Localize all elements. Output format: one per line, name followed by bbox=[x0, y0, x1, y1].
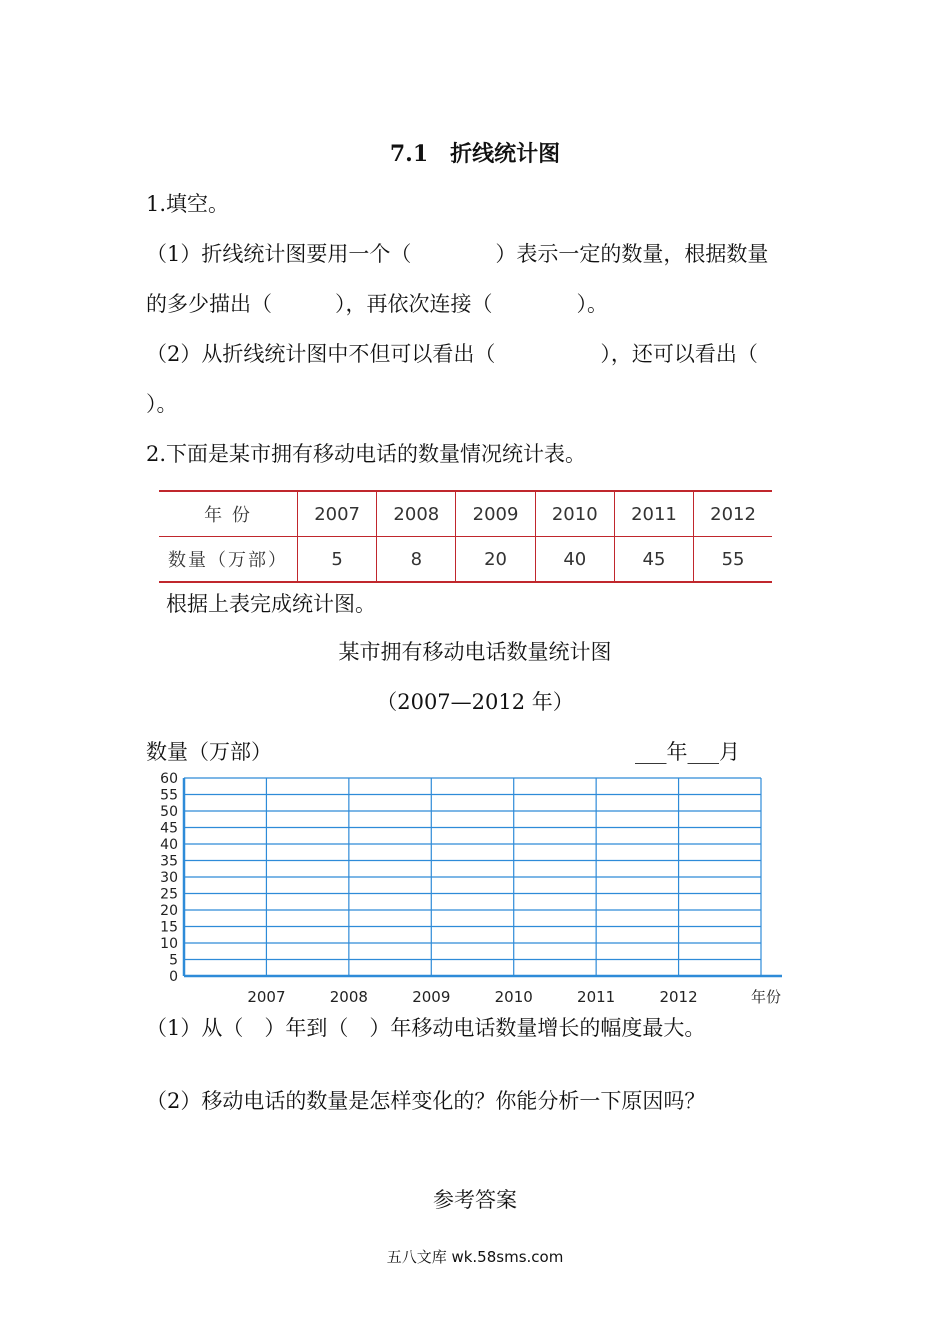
table-year-cell: 2012 bbox=[694, 491, 772, 537]
y-tick-label: 55 bbox=[160, 787, 178, 804]
chart-instruction: 根据上表完成统计图。 bbox=[166, 592, 376, 616]
table-value-cell: 45 bbox=[614, 537, 693, 583]
x-tick-label: 2011 bbox=[577, 988, 616, 1006]
table-year-cell: 2007 bbox=[298, 491, 377, 537]
y-tick-label: 60 bbox=[160, 771, 178, 787]
x-axis-label: 年份 bbox=[750, 988, 782, 1006]
question-1-heading: 1.填空。 bbox=[146, 192, 230, 216]
y-tick-label: 30 bbox=[160, 870, 178, 886]
x-tick-label: 2008 bbox=[329, 988, 368, 1006]
y-tick-label: 0 bbox=[169, 969, 178, 985]
y-tick-label: 50 bbox=[160, 804, 178, 820]
chart-title: 某市拥有移动电话数量统计图 bbox=[338, 640, 612, 664]
footer-watermark: 五八文库 wk.58sms.com bbox=[386, 1248, 564, 1266]
question-1-line-3: （2）从折线统计图中不但可以看出（ ），还可以看出（ bbox=[146, 342, 758, 366]
date-blank: ___年___月 bbox=[635, 740, 740, 764]
table-year-cell: 2011 bbox=[614, 491, 693, 537]
y-tick-label: 40 bbox=[160, 837, 178, 853]
answer-heading: 参考答案 bbox=[433, 1188, 517, 1212]
chart-y-axis-label: 数量（万部） bbox=[146, 740, 272, 764]
y-tick-label: 5 bbox=[169, 952, 178, 969]
table-value-cell: 40 bbox=[535, 537, 614, 583]
table-value-row bbox=[159, 537, 772, 583]
table-header-label: 年 份 bbox=[159, 491, 298, 537]
x-tick-label: 2007 bbox=[247, 988, 286, 1006]
question-1-line-2: 的多少描出（ ），再依次连接（ ）。 bbox=[146, 292, 608, 316]
question-2-heading: 2.下面是某市拥有移动电话的数量情况统计表。 bbox=[146, 442, 587, 466]
table-value-cell: 5 bbox=[298, 537, 377, 583]
sub-question-1: （1）从（ ）年到（ ）年移动电话数量增长的幅度最大。 bbox=[146, 1016, 706, 1040]
table-row-label: 数量（万部） bbox=[159, 537, 298, 583]
question-1-line-1: （1）折线统计图要用一个（ ）表示一定的数量，根据数量 bbox=[146, 242, 769, 266]
y-tick-label: 10 bbox=[160, 936, 178, 952]
table-value-cell: 8 bbox=[377, 537, 456, 583]
y-tick-label: 45 bbox=[160, 820, 178, 837]
table-year-cell: 2008 bbox=[377, 491, 456, 537]
chart-subtitle: （2007—2012 年） bbox=[376, 690, 574, 714]
y-tick-label: 25 bbox=[160, 886, 178, 903]
x-tick-label: 2012 bbox=[659, 988, 698, 1006]
x-tick-label: 2009 bbox=[412, 988, 451, 1006]
question-1-line-4: ）。 bbox=[146, 392, 178, 416]
table-value-cell: 55 bbox=[694, 537, 772, 583]
table-year-cell: 2010 bbox=[535, 491, 614, 537]
mobile-phone-stats-table bbox=[159, 490, 772, 583]
table-header-row bbox=[159, 491, 772, 537]
y-tick-label: 20 bbox=[160, 903, 178, 919]
y-tick-label: 15 bbox=[160, 919, 178, 936]
table-value-cell: 20 bbox=[456, 537, 535, 583]
page-title: 7.1 折线统计图 bbox=[389, 141, 561, 167]
y-tick-label: 35 bbox=[160, 853, 178, 870]
sub-question-2: （2）移动电话的数量是怎样变化的？你能分析一下原因吗？ bbox=[146, 1089, 706, 1113]
table-year-cell: 2009 bbox=[456, 491, 535, 537]
line-chart-grid bbox=[140, 765, 800, 1015]
x-tick-label: 2010 bbox=[494, 988, 533, 1006]
